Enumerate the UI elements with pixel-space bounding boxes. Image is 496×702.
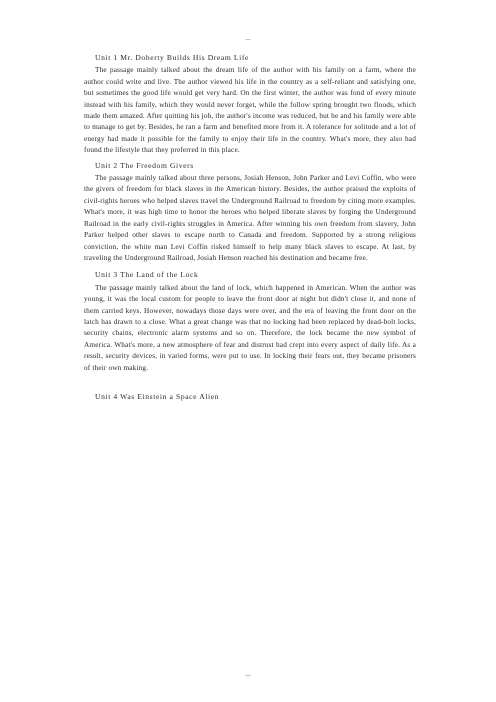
- unit-3-summary: The passage mainly talked about the land of lock, which happened in American. When the author was young, it was the local custom for people to leave the front door at night but didn't close it, and none of them carried keys. However, nowadays those days were over, and the era of leaving the front door on the latch has drawn to a close. What a great change was that no locking had been replaced by dead-bolt locks, security chains, electronic alarm systems and so on. Therefore, the lock became the new symbol of America. What's more, a new atmosphere of fear and distrust had crept into every aspect of daily life. As a result, security devices, in varied forms, were put to use. In locking their fears out, they became prisoners of their own making.: [84, 282, 416, 372]
- unit-2-title: Unit 2 The Freedom Givers: [95, 160, 194, 170]
- unit-2-summary: The passage mainly talked about three persons, Josiah Henson, John Parker and Levi Coffin, who were the givers of freedom for black slaves in the American history. Besides, the author praised the exploits of civil-rights heroes who helped slaves travel the Underground Railroad to freedom by citing more examples. What's more, it was high time to honor the heroes who helped liberate slaves by forging the Underground Railroad in the early civil-rights struggles in America. After winning his own freedom from slavery, John Parker helped other slaves to escape north to Canada and freedom. Supported by a strong religious conviction, the white man Levi Coffin risked himself to help many black slaves to escape. At last, by traveling the Underground Railroad, Josiah Henson reached his destination and became free.: [84, 173, 416, 262]
- page-bottom-mark: --: [245, 672, 251, 680]
- page-top-mark: --: [245, 36, 251, 44]
- unit-1-title: Unit 1 Mr. Doherty Builds His Dream Life: [95, 53, 249, 62]
- unit-3-title: Unit 3 The Land of the Lock: [95, 270, 199, 280]
- unit-1-summary: The passage mainly talked about the dream life of the author with his family on a farm, where the author could write and live. The author viewed his life in the country as a self-reliant and satisfying one, but sometimes the good life would get very hard. On the first winter, the author was fond of every minute instead with his family, which they would never forget, while the follow spring brought two floods, which made them amazed. After quitting his job, the author's income was reduced, but he and his family were able to manage to get by. Besides, he ran a farm and benefited more from it. A tolerance for solitude and a lot of energy had made it possible for the family to enjoy their life in the country. What's more, they also had found the lifestyle that they preferred in this place.: [84, 65, 416, 155]
- unit-4-title: Unit 4 Was Einstein a Space Alien: [95, 391, 220, 401]
- document-body: [84, 52, 416, 403]
